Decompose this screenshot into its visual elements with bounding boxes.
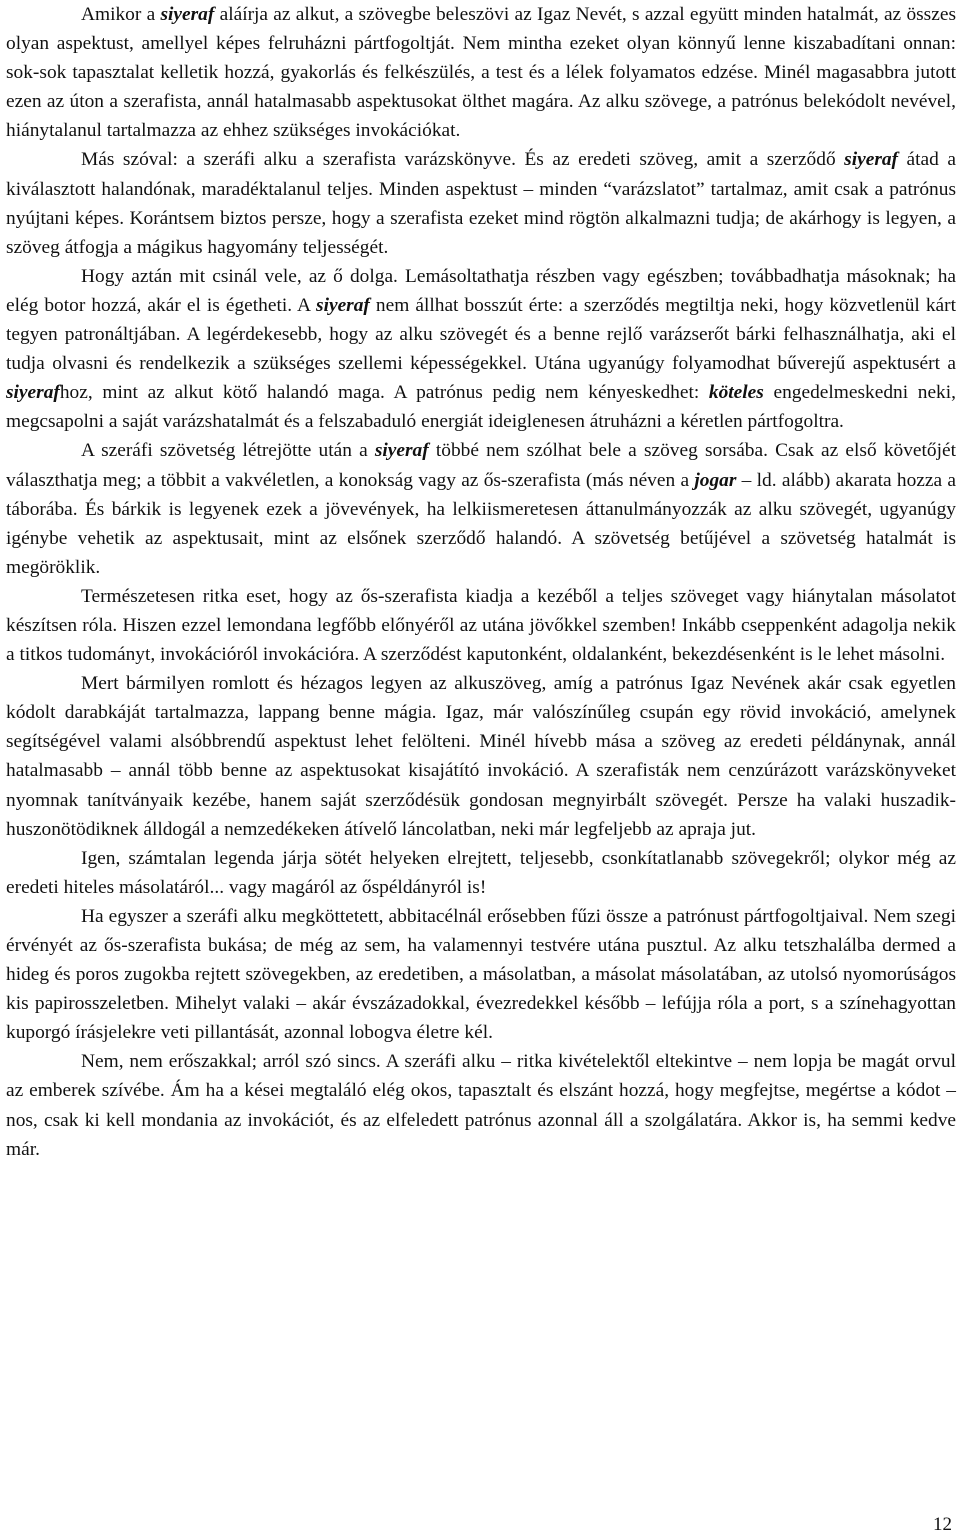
paragraph xyxy=(6,844,956,902)
body-text xyxy=(6,0,956,1164)
paragraph xyxy=(6,902,956,1047)
text-run: aláírja az alkut, a szövegbe beleszövi az Igaz Nevét, s azzal együtt minden hatalmát, az összes olyan aspektust, amellyel képes felruházni pártfogoltját. Nem mintha ezeket olyan könnyű lenne kiszabadítani onnan: sok-sok tapasztalat kelletik hozzá, gyakorlás és felkészülés, a test és a lélek folyamatos edzése. Minél magasabbra jutott ezen az úton a szerafista, annál hatalmasabb aspektusokat ölthet magára. Az alku szövege, a patrónus belekódolt nevével, hiánytalanul tartalmazza az ehhez szükséges invokációkat. xyxy=(6,4,956,142)
emphasized-term: siyeraf xyxy=(844,149,899,171)
paragraph xyxy=(6,436,956,581)
text-run: hoz, mint az alkut kötő halandó maga. A patrónus pedig nem kényeskedhet: xyxy=(59,382,709,404)
text-run: Igen, számtalan legenda járja sötét helyeken elrejtett, teljesebb, csonkítatlanabb szövegekről; olykor még az eredeti hiteles másolatáról... vagy magáról az őspéldányról is! xyxy=(6,847,956,898)
paragraph xyxy=(6,262,956,437)
emphasized-term: köteles xyxy=(708,382,764,404)
page-number: 12 xyxy=(933,1514,952,1535)
text-run: Hogy aztán mit csinál vele, az ő dolga. Lemásoltathatja részben vagy egészben; továbbadhatja másoknak; ha elég botor hozzá, akár el is égetheti. A xyxy=(6,265,956,316)
text-run: nem állhat bosszút érte: a szerződés megtiltja neki, hogy közvetlenül kárt tegyen patronáltjában. A legérdekesebb, hogy az alku szövegét és a benne rejlő varázserőt bárki felhasználhatja, aki el tudja olvasni és rendelkezik a szükséges szellemi képességekkel. Utána ugyanúgy folyamodhat bűverejű aspektusért a xyxy=(6,294,956,375)
text-run: Más szóval: a szeráfi alku a szerafista varázskönyve. És az eredeti szöveg, amit a szerződő xyxy=(81,149,845,171)
text-run: Mert bármilyen romlott és hézagos legyen az alkuszöveg, amíg a patrónus Igaz Nevének akár csak egyetlen kódolt darabkáját tartalmazza, lappang benne mágia. Igaz, már valószínűleg csupán egy rövid invokáció, amelynek segítségével valami alsóbbrendű aspektust lehet felölteni. Minél hívebb mása a szöveg az eredeti példánynak, annál hatalmasabb – annál több benne az aspektusokat kisajátító invokáció. A szerafisták nem cenzúrázott varázskönyveket nyomnak tanítványaik kezébe, hanem saját szerződésük gondosan megnyirbált szövegét. Persze ha valaki huszadik-huszonötödiknek álldogál a nemzedékeken átívelő láncolatban, neki már legfeljebb az apraja jut. xyxy=(6,673,956,840)
paragraph xyxy=(6,0,956,145)
text-run: többé nem szólhat bele a szöveg sorsába. Csak az első követőjét választhatja meg; a többit a vakvéletlen, a konokság vagy az ős-szerafista (más néven a xyxy=(6,440,956,491)
paragraph xyxy=(6,669,956,844)
emphasized-term: jogar xyxy=(694,469,737,491)
text-run: engedelmeskedni neki, megcsapolni a saját varázshatalmát és a felszabaduló energiát ideiglenesen átruházni a kéretlen pártfogoltra. xyxy=(6,382,956,433)
text-run: Természetesen ritka eset, hogy az ős-szerafista kiadja a kezéből a teljes szöveget vagy hiánytalan másolatot készítsen róla. Hiszen ezzel lemondana legfőbb előnyéről az utána jövőkkel szemben! Inkább cseppenként adagolja nekik a titkos tudományt, invokációról invokációra. A szerződést kaputonként, oldalanként, bekezdésenként is le lehet másolni. xyxy=(6,585,956,666)
emphasized-term: siyeraf xyxy=(374,440,429,462)
emphasized-term: siyeraf xyxy=(6,382,60,404)
text-run: – ld. alább) akarata hozza a táborába. És bárkik is legyenek ezek a jövevények, ha lelkiismeretesen áttanulmányozzák az alku szövegét, ugyanúgy igénybe vehetik az aspektusait, mint az elsőnek szerződő halandó. A szövetség betűjével a szövetség hatalmát is megöröklik. xyxy=(6,469,956,578)
paragraph xyxy=(6,582,956,669)
paragraph xyxy=(6,1047,956,1163)
text-run: Ha egyszer a szeráfi alku megköttetett, abbitacélnál erősebben fűzi össze a patrónust pártfogoltjaival. Nem szegi érvényét az ős-szerafista bukása; de még az sem, ha valamennyi testvére utána pusztul. Az alku tetszhalálba dermed a hideg és poros zugokba rejtett szövegekben, az eredetiben, a másolatban, a másolat másolatában, az utolsó nyomorúságos kis papirosszeletben. Mihelyt valaki – akár évszázadokkal, évezredekkel később – lefújja róla a port, s a színehagyottan kuporgó írásjelekre veti pillantását, azonnal lobogva életre kél. xyxy=(6,905,956,1044)
paragraph xyxy=(6,145,956,261)
text-run: Nem, nem erőszakkal; arról szó sincs. A szeráfi alku – ritka kivételektől eltekintve – nem lopja be magát orvul az emberek szívébe. Ám ha a kései megtaláló elég okos, tapasztalt és elszánt hozzá, hogy megfejtse, megértse a kódot – nos, csak ki kell mondania az invokációt, és az elfeledett patrónus azonnal áll a szolgálatára. Akkor is, ha semmi kedve már. xyxy=(6,1051,956,1160)
text-run: Amikor a xyxy=(81,4,161,25)
text-run: A szeráfi szövetség létrejötte után a xyxy=(81,440,375,462)
document-page xyxy=(6,0,956,1164)
emphasized-term: siyeraf xyxy=(316,294,370,316)
text-run: átad a kiválasztott halandónak, maradéktalanul teljes. Minden aspektust – minden “varázslatot” tartalmaz, amit csak a patrónus nyújtani képes. Korántsem biztos persze, hogy a szerafista ezeket mind rögtön alkalmazni tudja; de akárhogy is legyen, a szöveg átfogja a mágikus hagyomány teljességét. xyxy=(6,149,956,258)
emphasized-term: siyeraf xyxy=(160,4,215,25)
